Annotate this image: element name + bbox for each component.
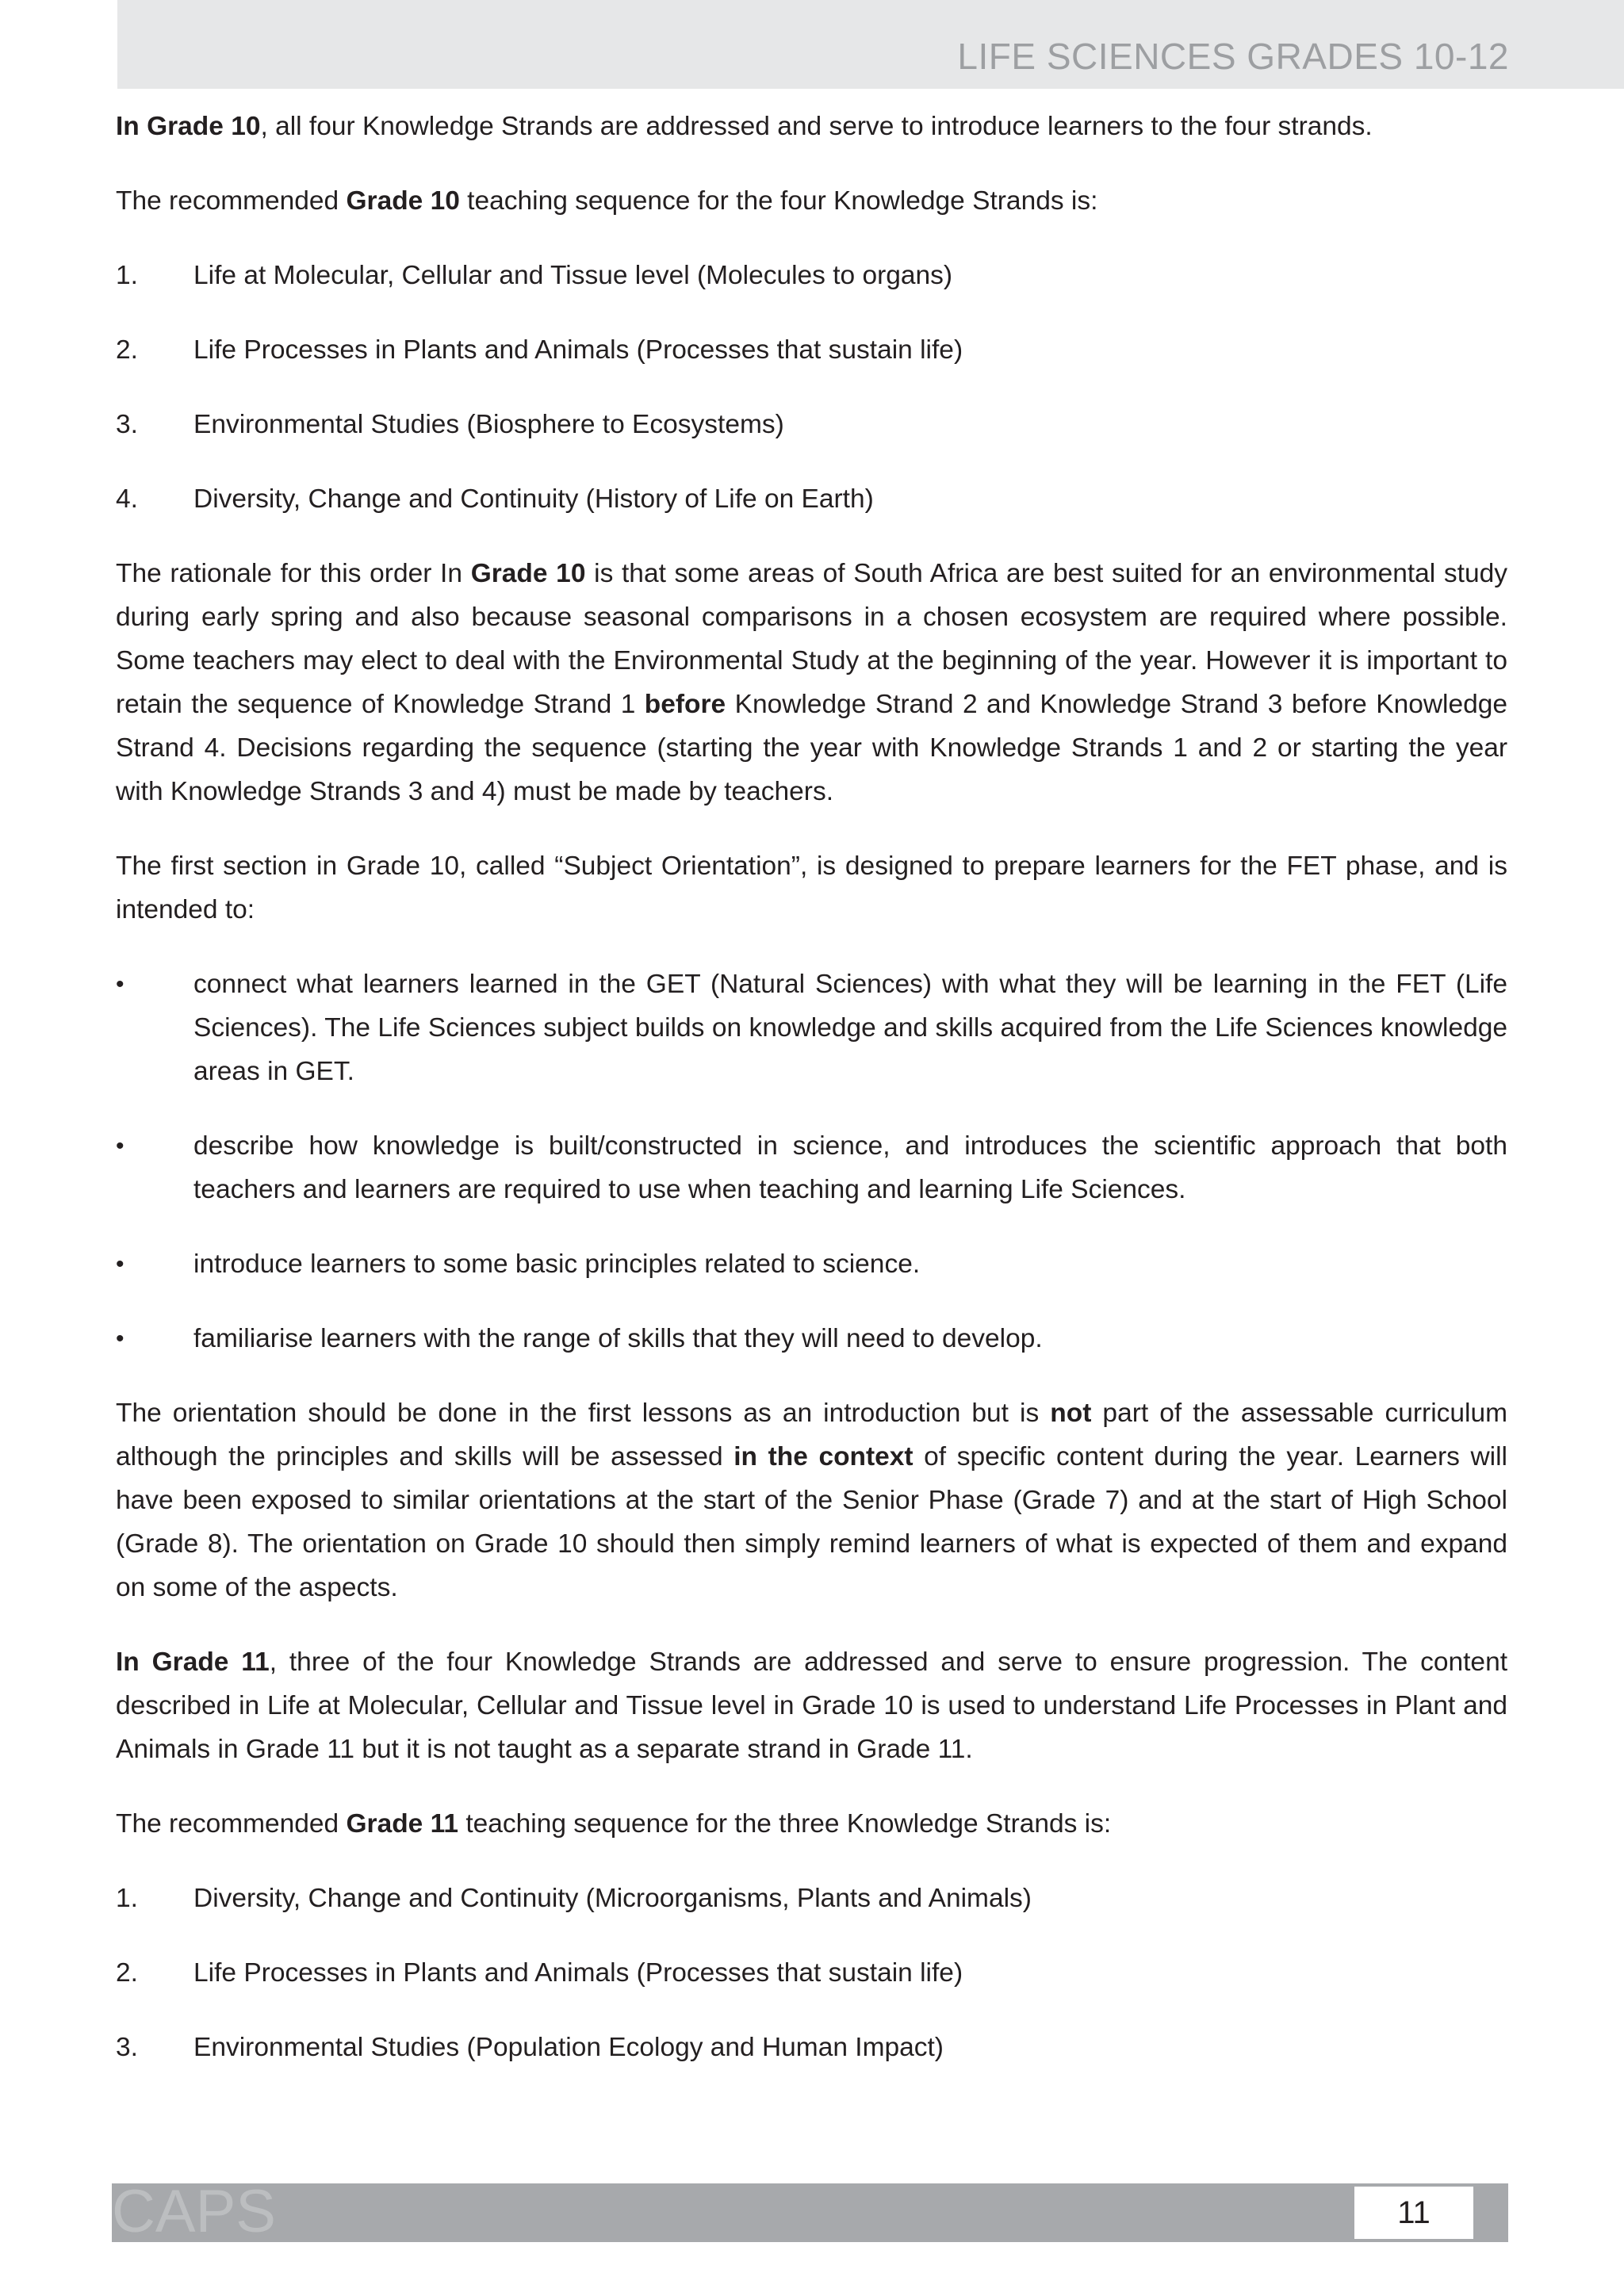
paragraph-grade11-sequence-intro bbox=[116, 1802, 1507, 1846]
bullet-item bbox=[116, 1124, 1507, 1211]
bold-text: Grade 10 bbox=[346, 186, 460, 216]
grade10-sequence-list bbox=[116, 254, 1507, 521]
bold-text: not bbox=[1050, 1399, 1092, 1428]
paragraph-rationale bbox=[116, 552, 1507, 813]
bold-text: Grade 11 bbox=[346, 1809, 459, 1839]
paragraph-orientation-details bbox=[116, 1391, 1507, 1609]
list-item bbox=[116, 2026, 1507, 2069]
footer-bar bbox=[112, 2183, 1508, 2242]
text-run: , all four Knowledge Strands are addressed and serve to introduce learners to the four strands. bbox=[260, 112, 1373, 141]
orientation-bullet-list bbox=[116, 962, 1507, 1360]
bold-text: in the context bbox=[733, 1442, 914, 1471]
text-run: part of the assessable curriculum although the principles and skills will be assessed bbox=[116, 1399, 1507, 1471]
bullet-text: describe how knowledge is built/constructed in science, and introduces the scientific approach that both teachers and learners are required to use when teaching and learning Life Sciences. bbox=[193, 1131, 1507, 1204]
text-run: The recommended bbox=[116, 1809, 347, 1839]
paragraph-grade10-intro bbox=[116, 105, 1507, 148]
list-item-text: Life Processes in Plants and Animals (Processes that sustain life) bbox=[193, 335, 963, 365]
bullet-item bbox=[116, 1317, 1507, 1360]
page-content bbox=[116, 105, 1507, 2100]
text-run: , three of the four Knowledge Strands are addressed and serve to ensure progression. The content described in Life at Molecular, Cellular and Tissue level in Grade 10 is used to understand Life Processes in Plant and Animals in Grade 11 but it is not taught as a separate strand in Grade 11. bbox=[116, 1647, 1508, 1764]
list-item bbox=[116, 403, 1507, 446]
text-run: Knowledge Strand 2 and Knowledge Strand 3 before Knowledge Strand 4. Decisions regarding the sequence (starting the year with Knowledge Strands 1 and 2 or starting the year with Knowledge Strands 3 and 4) must be made by teachers. bbox=[116, 690, 1508, 806]
text-run: The first section in Grade 10, called “Subject Orientation”, is designed to prepare learners for the FET phase, and is intended to: bbox=[116, 851, 1507, 924]
bold-text: In Grade 10 bbox=[116, 112, 261, 141]
text-run: is that some areas of South Africa are best suited for an environmental study during early spring and also because seasonal comparisons in a chosen ecosystem are required where possible. Some teachers may elect to deal with the Environmental Study at the beginning of the year. However it is important to retain the sequence of Knowledge Strand 1 bbox=[116, 559, 1507, 719]
footer-label: CAPS bbox=[112, 2178, 276, 2245]
list-number: 3. bbox=[116, 410, 138, 439]
paragraph-grade11-intro bbox=[116, 1640, 1507, 1771]
list-item-text: Life at Molecular, Cellular and Tissue level (Molecules to organs) bbox=[193, 261, 953, 290]
list-item-text: Environmental Studies (Biosphere to Ecosystems) bbox=[193, 410, 784, 439]
bold-text: Grade 10 bbox=[470, 559, 586, 588]
grade11-sequence-list bbox=[116, 1877, 1507, 2069]
document-title: LIFE SCIENCES GRADES 10-12 bbox=[957, 36, 1509, 77]
list-item bbox=[116, 328, 1507, 372]
bullet-item bbox=[116, 1242, 1507, 1286]
bullet-text: familiarise learners with the range of skills that they will need to develop. bbox=[193, 1324, 1043, 1353]
bullet-icon: • bbox=[116, 1133, 124, 1159]
list-item bbox=[116, 254, 1507, 297]
list-number: 2. bbox=[116, 1958, 138, 1988]
bullet-icon: • bbox=[116, 971, 124, 997]
text-run: The rationale for this order In bbox=[116, 559, 471, 588]
list-item bbox=[116, 1877, 1507, 1920]
text-run: The recommended bbox=[116, 186, 347, 216]
paragraph-subject-orientation bbox=[116, 844, 1507, 932]
list-number: 3. bbox=[116, 2033, 138, 2062]
list-item-text: Environmental Studies (Population Ecology and Human Impact) bbox=[193, 2033, 944, 2062]
paragraph-grade10-sequence-intro bbox=[116, 179, 1507, 223]
bold-text: In Grade 11 bbox=[116, 1647, 270, 1677]
list-item bbox=[116, 1951, 1507, 1995]
list-number: 2. bbox=[116, 335, 138, 365]
list-number: 4. bbox=[116, 484, 138, 514]
bullet-item bbox=[116, 962, 1507, 1093]
page-number: 11 bbox=[1354, 2187, 1473, 2239]
text-run: teaching sequence for the three Knowledge Strands is: bbox=[458, 1809, 1112, 1839]
bullet-text: introduce learners to some basic principles related to science. bbox=[193, 1249, 921, 1279]
list-item-text: Diversity, Change and Continuity (History of Life on Earth) bbox=[193, 484, 874, 514]
list-number: 1. bbox=[116, 261, 138, 290]
list-item-text: Diversity, Change and Continuity (Microorganisms, Plants and Animals) bbox=[193, 1884, 1032, 1913]
text-run: teaching sequence for the four Knowledge Strands is: bbox=[459, 186, 1098, 216]
list-item bbox=[116, 477, 1507, 521]
bullet-text: connect what learners learned in the GET (Natural Sciences) with what they will be learning in the FET (Life Sciences). The Life Sciences subject builds on knowledge and skills acquired from the Life Sciences knowledge areas in GET. bbox=[193, 970, 1507, 1086]
bold-text: before bbox=[644, 690, 726, 719]
text-run: The orientation should be done in the first lessons as an introduction but is bbox=[116, 1399, 1051, 1428]
list-item-text: Life Processes in Plants and Animals (Processes that sustain life) bbox=[193, 1958, 963, 1988]
bullet-icon: • bbox=[116, 1326, 124, 1352]
list-number: 1. bbox=[116, 1884, 138, 1913]
text-run: of specific content during the year. Learners will have been exposed to similar orientations at the start of the Senior Phase (Grade 7) and at the start of High School (Grade 8). The orientation on Grade 10 should then simply remind learners of what is expected of them and expand on some of the aspects. bbox=[116, 1442, 1507, 1602]
bullet-icon: • bbox=[116, 1251, 124, 1277]
